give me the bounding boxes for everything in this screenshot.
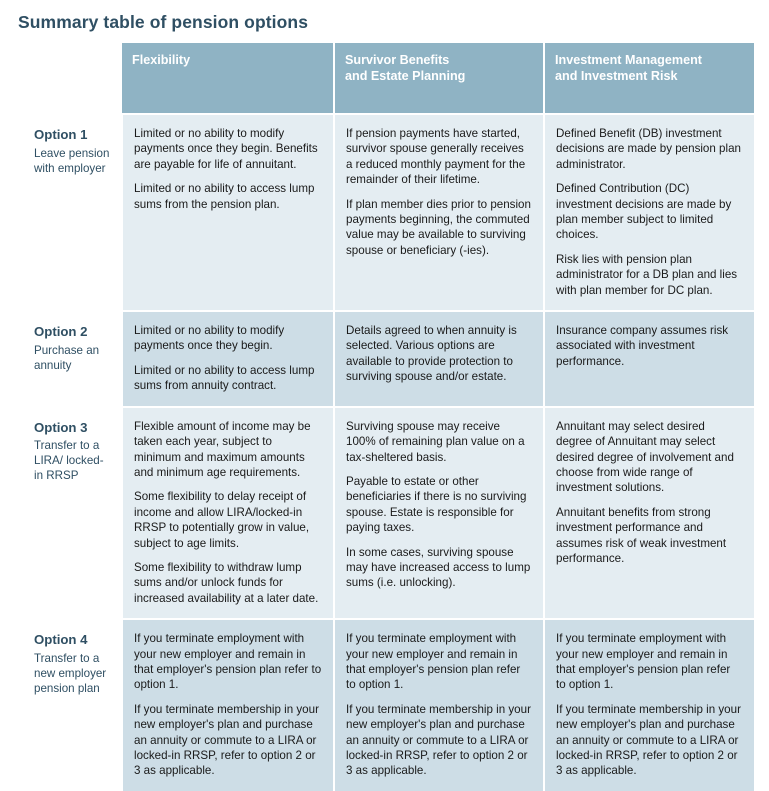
paragraph: If you terminate employment with your new employer and remain in that employer's pension plan refer to option 1. xyxy=(346,632,521,692)
paragraph: Surviving spouse may receive 100% of remaining plan value on a tax-sheltered basis. xyxy=(346,419,525,464)
paragraph: Some flexibility to withdraw lump sums and/or unlock funds for increased availability at a later date. xyxy=(134,560,319,605)
page-title: Summary table of pension options xyxy=(18,12,309,32)
cell-investment xyxy=(544,619,754,791)
table-body xyxy=(18,114,754,791)
paragraph: If you terminate employment with your new employer and remain in that employer's pension plan refer to option 1. xyxy=(134,632,322,692)
option-subtitle: Transfer to a LIRA/ locked-in RRSP xyxy=(34,439,104,483)
cell-survivor xyxy=(334,619,544,791)
paragraph: If you terminate membership in your new employer's plan and purchase an annuity or commute to a LIRA or locked-in RRSP, refer to option 2 or 3 as applicable. xyxy=(556,702,741,778)
cell-flexibility xyxy=(122,407,334,619)
cell-investment xyxy=(544,407,754,619)
option-cell xyxy=(18,407,122,619)
option-subtitle: Purchase an annuity xyxy=(34,343,100,372)
paragraph: Risk lies with pension plan administrator for a DB plan and lies with plan member for DC plan. xyxy=(556,252,738,297)
cell-survivor xyxy=(334,407,544,619)
paragraph: Limited or no ability to access lump sums from the pension plan. xyxy=(134,182,315,211)
option-cell xyxy=(18,619,122,791)
table-row xyxy=(18,407,754,619)
table-header-corner xyxy=(18,43,122,114)
column-header-survivor-line1: Survivor Benefits xyxy=(345,53,450,67)
paragraph: In some cases, surviving spouse may have increased access to lump sums (i.e. unlocking). xyxy=(346,545,531,590)
cell-survivor xyxy=(334,311,544,407)
paragraph: Limited or no ability to modify payments once they begin. xyxy=(134,324,285,353)
paragraph: Payable to estate or other beneficiaries if there is no surviving spouse. Estate is responsible for paying taxes. xyxy=(346,474,527,535)
option-subtitle: Leave pension with employer xyxy=(34,146,110,175)
pension-options-table xyxy=(18,43,754,791)
paragraph: If you terminate membership in your new employer's plan and purchase an annuity or commute to a LIRA or locked-in RRSP, refer to option 2 or 3 as applicable. xyxy=(346,702,531,778)
paragraph: Some flexibility to delay receipt of income and allow LIRA/locked-in RRSP to potentially grow in value, subject to age limits. xyxy=(134,490,310,550)
paragraph: Annuitant may select desired degree of Annuitant may select desired degree of involvement and choose from wide range of investment solutions. xyxy=(556,419,734,495)
paragraph: Limited or no ability to modify payments once they begin. Benefits are payable for life of annuitant. xyxy=(134,127,318,171)
option-subtitle: Transfer to a new employer pension plan xyxy=(34,651,107,695)
option-title: Option 4 xyxy=(34,632,88,648)
cell-flexibility xyxy=(122,114,334,311)
option-title: Option 3 xyxy=(34,419,88,435)
table-header xyxy=(18,43,754,114)
option-title: Option 1 xyxy=(34,127,88,142)
column-header-investment-line1: Investment Management xyxy=(555,53,702,67)
option-cell xyxy=(18,114,122,311)
cell-investment xyxy=(544,311,754,407)
option-cell xyxy=(18,311,122,407)
table-row xyxy=(18,619,754,791)
paragraph: Details agreed to when annuity is selected. Various options are available to provide protection to surviving spouse and/or estate. xyxy=(346,324,517,384)
column-header-survivor-line2: and Estate Planning xyxy=(345,68,466,83)
table-row xyxy=(18,311,754,407)
paragraph: If plan member dies prior to pension payments beginning, the commuted value may be available to surviving spouse or beneficiary (-ies). xyxy=(346,197,531,257)
table-row xyxy=(18,114,754,311)
column-header-investment-line2: and Investment Risk xyxy=(555,68,678,83)
option-title: Option 2 xyxy=(34,324,88,340)
paragraph: Defined Benefit (DB) investment decisions are made by pension plan administrator. xyxy=(556,127,741,171)
column-header-survivor-benefits xyxy=(334,43,544,114)
paragraph: Defined Contribution (DC) investment decisions are made by plan member subject to limited choices. xyxy=(556,182,732,242)
table-header-row xyxy=(18,43,754,114)
document-page xyxy=(0,12,769,778)
paragraph: Insurance company assumes risk associated with investment performance. xyxy=(556,324,729,368)
column-header-flexibility: Flexibility xyxy=(122,43,334,114)
paragraph: If you terminate employment with your new employer and remain in that employer's pension plan refer to option 1. xyxy=(556,632,731,692)
cell-survivor xyxy=(334,114,544,311)
paragraph: Annuitant benefits from strong investment performance and assumes risk of weak investment performance. xyxy=(556,505,727,565)
column-header-investment-management xyxy=(544,43,754,114)
cell-flexibility xyxy=(122,311,334,407)
paragraph: Flexible amount of income may be taken each year, subject to minimum and maximum amounts and minimum age requirements. xyxy=(134,419,311,479)
cell-flexibility xyxy=(122,619,334,791)
paragraph: If you terminate membership in your new employer's plan and purchase an annuity or commute to a LIRA or locked-in RRSP, refer to option 2 or 3 as applicable. xyxy=(134,702,319,778)
paragraph: Limited or no ability to access lump sums from annuity contract. xyxy=(134,363,315,393)
cell-investment xyxy=(544,114,754,311)
paragraph: If pension payments have started, survivor spouse generally receives a reduced monthly payment for the remainder of their lifetime. xyxy=(346,127,526,187)
